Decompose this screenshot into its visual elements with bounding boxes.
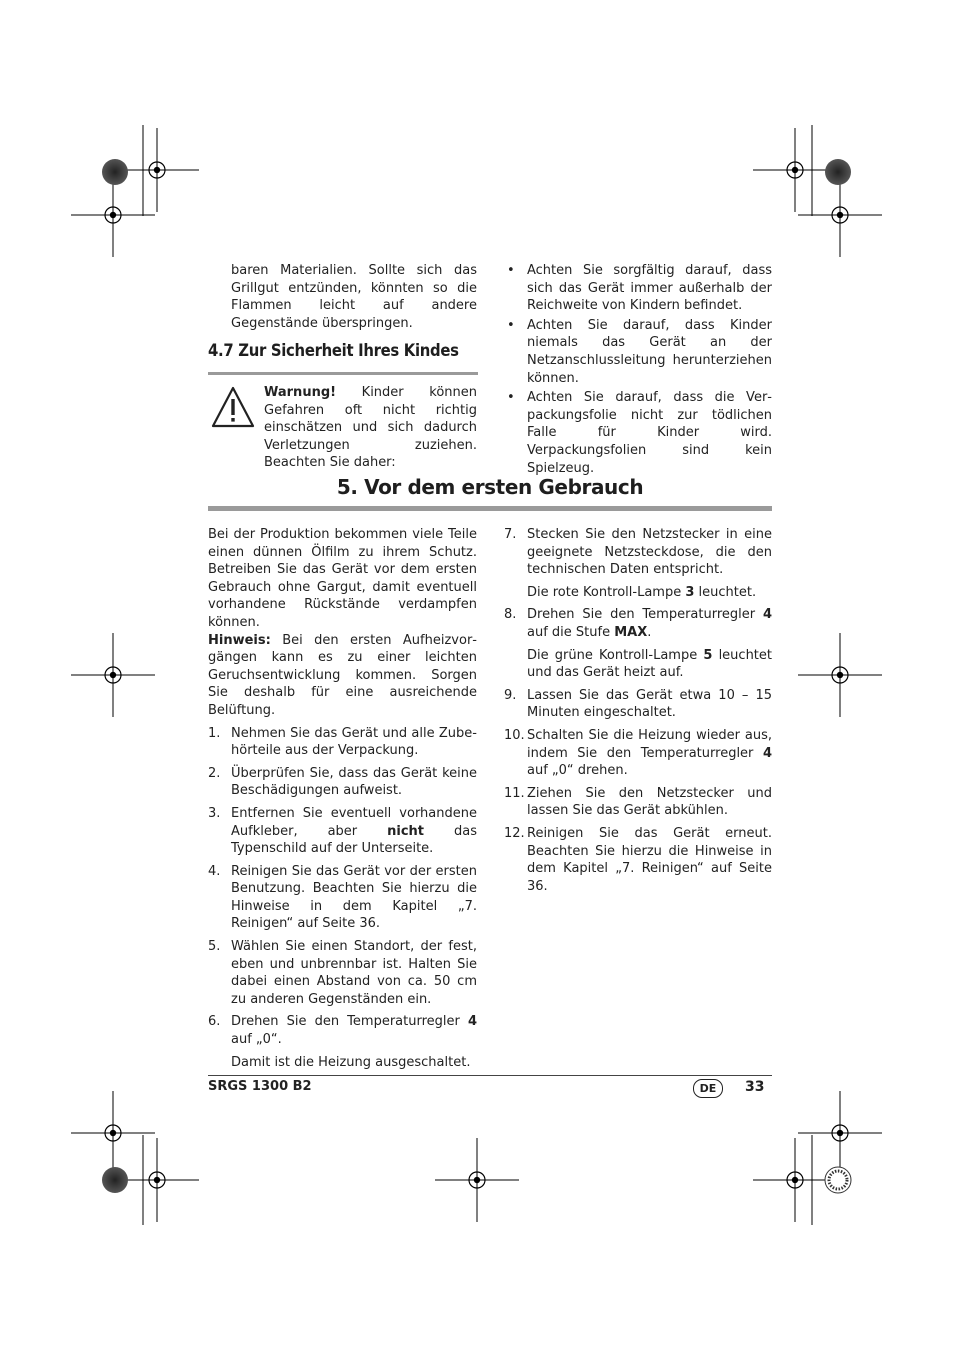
list-number: 3. [208,805,221,821]
list-item [208,725,477,760]
list-number: 12. [504,825,525,841]
step-text: Ziehen Sie den Netzstecker und lassen Sie das Gerät abkühlen. [527,785,772,819]
list-item [208,805,477,858]
hint-paragraph [208,632,477,720]
list-item [504,687,772,722]
list-number: 1. [208,725,221,741]
step-text: Drehen Sie den Temperaturregler [231,1014,468,1030]
list-item [504,606,772,681]
step-text: Schalten Sie die Heizung wieder aus, indem Sie den Temperaturregler [527,727,772,761]
continuation-paragraph [231,262,477,332]
left-column [208,526,477,1071]
step-text: Stecken Sie den Netzstecker in eine geeignete Netzsteckdose, die den technischen Daten entspricht. [527,527,772,578]
list-item [507,389,772,477]
step-text: auf „0“. [231,1032,282,1048]
right-column [504,521,772,895]
step-emphasis: 4 [467,1014,477,1030]
step-note-text: Die grüne Kontroll-Lampe [527,647,704,663]
step-text: Wählen Sie einen Standort, der fest, eben und unbrennbar ist. Halten Sie dabei einen Abstand von ca. 50 cm zu anderen Gegenständen ein. [231,939,477,1007]
list-number: 8. [504,607,517,623]
list-item [208,938,477,1008]
step-note: Damit ist die Heizung ausgeschaltet. [231,1054,471,1070]
list-item [504,526,772,601]
step-text: das Typenschild auf der Unterseite. [231,823,477,857]
step-emphasis: 3 [685,584,695,600]
list-number: 2. [208,765,221,781]
list-number: 11. [504,785,525,801]
step-text: Entfernen Sie eventuell vorhandene Aufkleber, aber [231,805,477,839]
step-note-text: Die rote Kontroll-Lampe [527,584,686,600]
bullet: • [507,263,515,278]
list-number: 4. [208,863,221,879]
list-number: 9. [504,687,517,703]
chapter-heading: 5. Vor dem ersten Gebrauch [336,475,644,499]
list-number: 6. [208,1014,221,1030]
step-emphasis: 4 [762,607,772,623]
list-item [208,765,477,800]
step-emphasis: 5 [703,647,713,663]
warning-triangle-icon [210,385,256,429]
bullet-text: Achten Sie darauf, dass Kinder niemals das Gerät an der Netzanschlussleitung herunterziehen können. [527,317,772,386]
bullet: • [507,317,515,333]
warning-label: Warnung! [264,385,337,400]
warning-text: Kinder können Gefahren oft nicht richtig einschätzen und sich dadurch Verletzungen zuziehen. Beachten Sie daher: [264,385,477,471]
child-safety-bullets [507,262,772,479]
list-item [507,317,772,387]
step-note [527,647,772,682]
step-text: Überprüfen Sie, dass das Gerät keine Beschädigungen aufweist. [231,765,477,799]
step-emphasis: nicht [387,823,425,839]
step-text: Reinigen Sie das Gerät erneut. Beachten Sie hierzu die Hinweise in dem Kapitel „7. Reinigen“ auf Seite 36. [527,825,772,894]
step-text: Reinigen Sie das Gerät vor der ersten Benutzung. Beachten Sie hierzu die Hinweise in dem Kapitel „7. Reinigen“ auf Seite 36. [231,863,477,932]
step-note [527,584,772,602]
step-note-text: leuchtet und das Gerät heizt auf. [527,647,773,681]
continuation-text: baren Materialien. Sollte sich das Grillgut entzünden, könnten so die Flammen leicht auf andere Gegenstände überspringen. [231,263,477,331]
step-text: auf „0“ drehen. [527,763,628,779]
chapter-heading-rule [208,506,772,511]
bullet-text: Achten Sie darauf, dass die Verpackungsfolie nicht zur tödlichen Falle für Kinder wird. Verpackungsfolien sind kein Spielzeug. [527,390,772,476]
list-item [208,863,477,933]
step-text: . [647,624,652,640]
step-text: Drehen Sie den Temperaturregler [527,607,763,623]
list-item [504,727,772,780]
intro-paragraph: Bei der Produktion bekommen viele Teile einen dünnen Ölfilm zu ihrem Schutz. Betreiben Sie das Gerät vor dem ersten Gebrauch ohne Gargut, damit eventuell vorhandene Rückstände verdampfen können. [208,527,477,630]
footer-rule [208,1075,772,1076]
step-text: Nehmen Sie das Gerät und alle Zubehörteile aus der Verpackung. [231,725,477,759]
bullet-text: Achten Sie sorgfältig darauf, dass sich das Gerät immer außerhalb der Reichweite von Kindern befindet. [527,263,772,314]
hint-label: Hinweis: [208,632,271,648]
step-text: Lassen Sie das Gerät etwa 10 – 15 Minuten eingeschaltet. [527,687,772,721]
bullet: • [507,390,515,406]
list-item [504,825,772,895]
list-number: 10. [504,727,525,743]
section-heading: 4.7 Zur Sicherheit Ihres Kindes [208,341,459,360]
list-number: 7. [504,527,517,542]
list-item [208,1013,477,1071]
page-number: 33 [745,1079,765,1095]
list-number: 5. [208,939,221,955]
warning-paragraph [264,384,477,472]
step-note-text: leuchtet. [694,584,757,600]
footer-model: SRGS 1300 B2 [208,1079,312,1094]
list-item [504,785,772,820]
step-emphasis: MAX [614,624,648,640]
step-text: auf die Stufe [527,624,615,640]
list-item [507,262,772,315]
hint-text: Bei den ersten Aufheizvorgängen kann es zu einer leichten Geruchsentwicklung kommen. Sorgen Sie deshalb für eine ausreichende Belüftung. [208,632,477,718]
language-badge: DE [693,1079,723,1098]
step-emphasis: 4 [762,745,772,761]
section-heading-rule [208,372,478,375]
